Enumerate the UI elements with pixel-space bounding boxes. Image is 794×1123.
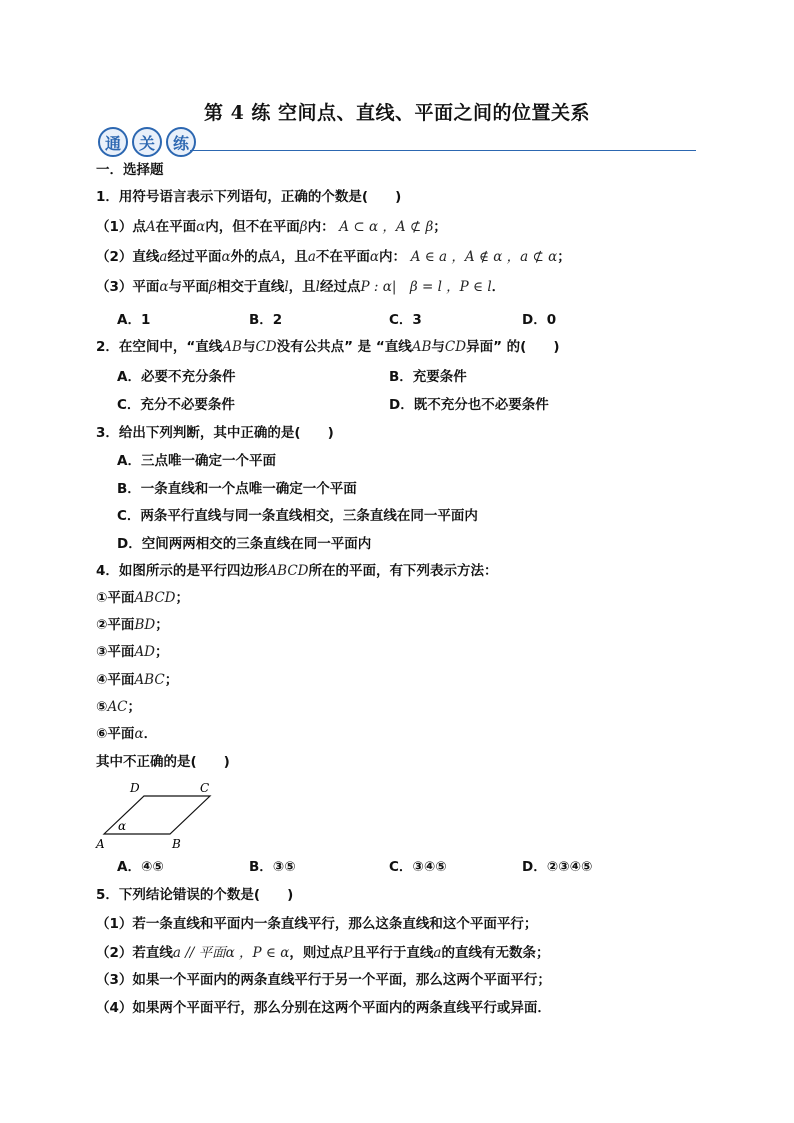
q5-s2-P: P bbox=[343, 945, 353, 961]
q4-stem bbox=[96, 562, 497, 580]
q1-s3-mid: 与平面 bbox=[168, 279, 210, 295]
q4-item-6-prefix: ⑥平面 bbox=[96, 726, 135, 742]
q1-s1-mid: 在平面 bbox=[155, 219, 197, 235]
page-title: 第 4 练 空间点、直线、平面之间的位置关系 bbox=[203, 102, 591, 124]
q4-item-1-prefix: ①平面 bbox=[96, 590, 135, 606]
q5-s2-c: 且平行于直线 bbox=[352, 945, 434, 961]
q4-question: 其中不正确的是( ) bbox=[96, 754, 230, 770]
q1-s1-beta: β bbox=[299, 219, 308, 235]
q4-item-4-math: ABC bbox=[134, 672, 165, 688]
q2-stem-d: 与 bbox=[431, 339, 445, 355]
q2-option-c[interactable]: C．充分不必要条件 bbox=[117, 397, 235, 413]
q1-option-a[interactable]: A．1 bbox=[117, 312, 151, 328]
label-alpha: α bbox=[118, 819, 127, 833]
q1-s2-alpha2: α bbox=[369, 249, 380, 265]
q2-stem bbox=[96, 338, 560, 356]
label-c: C bbox=[200, 781, 210, 795]
label-b: B bbox=[172, 837, 181, 851]
q5-statement-3: （3）如果一个平面内的两条直线平行于另一个平面，那么这两个平面平行； bbox=[96, 972, 551, 988]
q1-s3-l: l bbox=[284, 279, 289, 295]
q1-s2-mid5: 内： bbox=[379, 249, 407, 265]
q1-s3-mid3: ，且 bbox=[288, 279, 316, 295]
q3-option-a[interactable]: A．三点唯一确定一个平面 bbox=[117, 453, 276, 469]
q1-s3-mid4: 经过点 bbox=[320, 279, 361, 295]
q1-s3-beta: β bbox=[209, 279, 217, 295]
q4-item-1 bbox=[96, 589, 189, 607]
q4-item-3-end: ； bbox=[155, 644, 169, 660]
q3-stem: 3．给出下列判断，其中正确的是( ) bbox=[96, 425, 334, 441]
q1-s2-A: A bbox=[271, 249, 281, 265]
q1-s1-text: （1）点 bbox=[96, 219, 146, 235]
q1-stem: 1．用符号语言表示下列语句，正确的个数是( ) bbox=[96, 189, 402, 205]
q1-option-d[interactable]: D．0 bbox=[522, 312, 557, 328]
q4-abcd: ABCD bbox=[267, 563, 309, 579]
q2-ab-1: AB bbox=[222, 339, 242, 355]
q4-item-6 bbox=[96, 725, 157, 743]
q2-stem-a: 2．在空间中，“直线 bbox=[96, 339, 223, 355]
q2-stem-c: 没有公共点” 是 “直线 bbox=[276, 339, 412, 355]
q1-s3-l2: l bbox=[315, 279, 320, 295]
q4-item-4 bbox=[96, 671, 178, 689]
q5-statement-2 bbox=[96, 944, 549, 962]
q2-cd-1: CD bbox=[255, 339, 277, 355]
q4-item-6-math: α bbox=[134, 726, 144, 742]
q1-statement-2 bbox=[96, 248, 571, 266]
q2-ab-2: AB bbox=[411, 339, 432, 355]
badge-char-1: 通 bbox=[98, 127, 128, 157]
q4-item-3-prefix: ③平面 bbox=[96, 644, 135, 660]
q4-item-3 bbox=[96, 643, 169, 661]
q1-s2-a: a bbox=[159, 249, 168, 265]
q2-stem-b: 与 bbox=[241, 339, 256, 355]
q2-option-d[interactable]: D．既不充分也不必要条件 bbox=[389, 397, 549, 413]
q4-stem-b: 所在的平面，有下列表示方法： bbox=[308, 563, 498, 579]
q1-s3-alpha: α bbox=[159, 279, 169, 295]
q1-s2-end: ； bbox=[557, 249, 571, 265]
q5-s2-a: （2）若直线 bbox=[96, 945, 173, 961]
q4-item-4-end: ； bbox=[164, 672, 179, 688]
q3-option-c[interactable]: C．两条平行直线与同一条直线相交，三条直线在同一平面内 bbox=[117, 508, 478, 524]
q1-s2-mid2: 外的点 bbox=[230, 249, 272, 265]
label-d: D bbox=[130, 781, 140, 795]
q5-s2-d: 的直线有无数条； bbox=[441, 945, 550, 961]
q1-s1-A: A bbox=[145, 219, 156, 235]
q1-s2-mid3: ，且 bbox=[280, 249, 308, 265]
q1-s3-text: （3）平面 bbox=[96, 279, 160, 295]
q4-item-4-prefix: ④平面 bbox=[96, 672, 135, 688]
q1-s2-a2: a bbox=[307, 249, 316, 265]
q4-option-c[interactable]: C．③④⑤ bbox=[389, 859, 447, 875]
q4-item-1-math: ABCD bbox=[134, 590, 176, 606]
q1-s1-mid3: 内： bbox=[307, 219, 335, 235]
q5-statement-4: （4）如果两个平面平行，那么分别在这两个平面内的两条直线平行或异面． bbox=[96, 1000, 551, 1016]
q4-option-d[interactable]: D．②③④⑤ bbox=[522, 859, 593, 875]
q2-stem-e: 异面” 的( ) bbox=[466, 339, 560, 355]
badge-char-2: 关 bbox=[132, 127, 162, 157]
q4-item-5-end: ； bbox=[127, 699, 142, 715]
q1-s1-alpha: α bbox=[196, 219, 206, 235]
section-heading: 一．选择题 bbox=[96, 162, 164, 178]
q1-option-b[interactable]: B．2 bbox=[249, 312, 283, 328]
q4-item-5-math: AC bbox=[107, 699, 128, 715]
q5-s2-a2: a bbox=[433, 945, 442, 961]
q3-option-b[interactable]: B．一条直线和一个点唯一确定一个平面 bbox=[117, 481, 357, 497]
q1-statement-3 bbox=[96, 278, 505, 296]
q5-stem: 5．下列结论错误的个数是( ) bbox=[96, 887, 294, 903]
q1-s3-end: ． bbox=[491, 279, 506, 295]
q1-s2-mid: 经过平面 bbox=[167, 249, 222, 265]
q1-s2-mid4: 不在平面 bbox=[315, 249, 370, 265]
q4-item-1-end: ； bbox=[175, 590, 190, 606]
q1-s1-math: A ⊂ α ，A ⊄ β bbox=[339, 219, 434, 235]
q1-s3-mid2: 相交于直线 bbox=[216, 279, 285, 295]
q4-option-b[interactable]: B．③⑤ bbox=[249, 859, 296, 875]
practice-badge bbox=[98, 127, 196, 157]
q4-stem-a: 4．如图所示的是平行四边形 bbox=[96, 563, 268, 579]
q1-statement-1 bbox=[96, 218, 447, 236]
q4-item-2-prefix: ②平面 bbox=[96, 617, 135, 633]
label-a: A bbox=[96, 837, 105, 851]
q1-s2-alpha: α bbox=[221, 249, 231, 265]
q3-option-d[interactable]: D．空间两两相交的三条直线在同一平面内 bbox=[117, 536, 372, 552]
q4-item-5 bbox=[96, 698, 141, 716]
q5-s2-b: ，则过点 bbox=[289, 945, 344, 961]
q1-s3-math: P : α| β = l ，P ∈ l bbox=[360, 279, 492, 295]
q5-s2-math1: a // 平面α ，P ∈ α bbox=[172, 945, 290, 961]
q4-item-2 bbox=[96, 616, 169, 634]
q2-option-a[interactable]: A．必要不充分条件 bbox=[117, 369, 236, 385]
q1-s1-mid2: 内，但不在平面 bbox=[205, 219, 300, 235]
q2-cd-2: CD bbox=[444, 339, 467, 355]
q4-item-5-prefix: ⑤ bbox=[96, 699, 108, 715]
header-rule bbox=[190, 150, 696, 151]
q2-option-b[interactable]: B．充要条件 bbox=[389, 369, 467, 385]
badge-char-3: 练 bbox=[166, 127, 196, 157]
q1-s2-text: （2）直线 bbox=[96, 249, 160, 265]
q4-item-2-math: BD bbox=[134, 617, 156, 633]
q4-option-a[interactable]: A．④⑤ bbox=[117, 859, 164, 875]
q4-item-2-end: ； bbox=[155, 617, 169, 633]
q1-s1-end: ； bbox=[433, 219, 447, 235]
q4-item-3-math: AD bbox=[134, 644, 156, 660]
q4-item-6-end: ． bbox=[143, 726, 158, 742]
parallelogram-figure bbox=[92, 776, 232, 856]
q5-statement-1: （1）若一条直线和平面内一条直线平行，那么这条直线和这个平面平行； bbox=[96, 916, 538, 932]
q1-s2-math: A ∈ a ，A ∉ α ，a ⊄ α bbox=[410, 249, 558, 265]
q1-option-c[interactable]: C．3 bbox=[389, 312, 422, 328]
